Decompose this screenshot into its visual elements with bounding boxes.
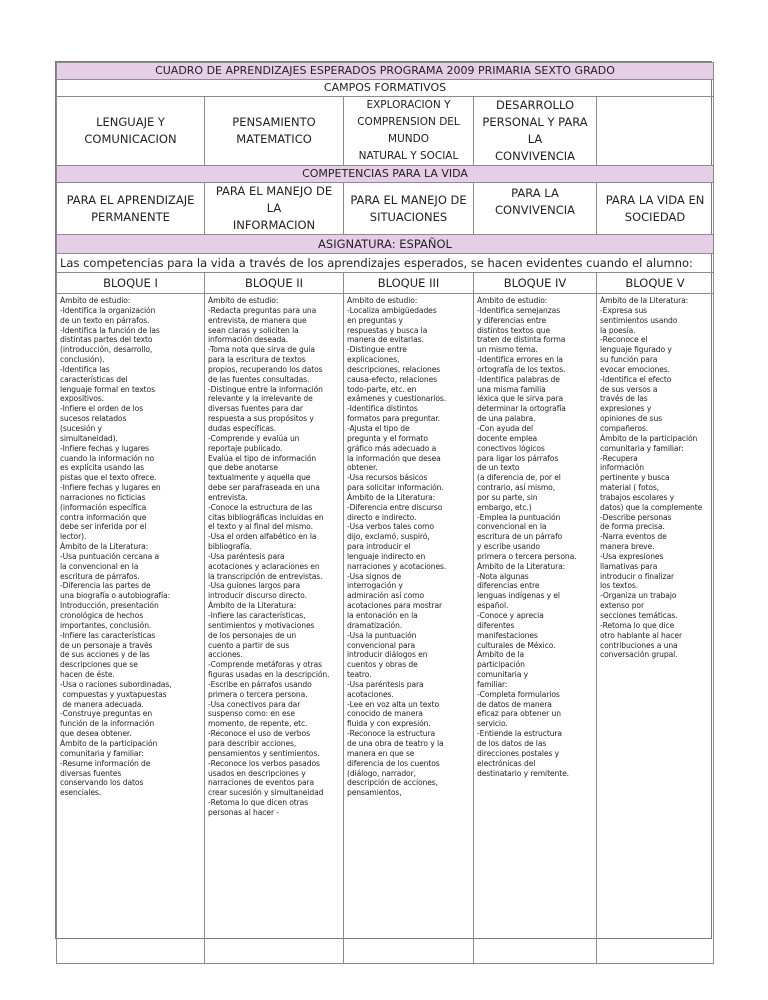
campos-formativos-heading: CAMPOS FORMATIVOS [57, 80, 714, 97]
competencia-sociedad [597, 183, 714, 235]
campo-pensamiento [205, 97, 344, 166]
competencia-label: PARA EL APRENDIZAJE PERMANENTE [66, 192, 195, 224]
competencia-situaciones [344, 183, 474, 235]
bloque-3-header: BLOQUE III [344, 273, 474, 294]
bloque-4-header: BLOQUE IV [474, 273, 597, 294]
bloque-5-content [597, 294, 714, 964]
campo-label: PENSAMIENTO MATEMATICO [232, 115, 316, 146]
bloque-text: Ámbito de estudio: -Localiza ambigüedades en preguntas y respuestas y busca la manera de evitarlas. -Distingue entre explicaciones, descripciones, relaciones causa-efecto, relaciones todo-parte, etc. en exámenes y cuestionarios. -Identifica distintos formatos para preguntar. -Ajusta el tipo de pregunta y el formato gráfico más adecuado a la información que desea obtener. -Usa recursos básicos para solicitar información. Ámbito de la Literatura: -Diferencia entre discurso directo e indirecto. -Usa verbos tales como dijo, exclamó, suspiró, para introducir el lenguaje indirecto en narraciones y acotaciones. -Usa signos de interrogación y admiración así como acotaciones para mostrar la entonación en la dramatización. -Usa la puntuación convencional para introducir diálogos en cuentos y obras de teatro. -Usa paréntesis para acotaciones. -Lee en voz alta un texto conocido de manera fluida y con expresión. -Reconoce la estructura de una obra de teatro y la manera en que se diferencia de los cuentos (diálogo, narrador, descripción de acciones, pensamientos, [347, 296, 447, 798]
competencia-label: PARA EL MANEJO DE SITUACIONES [350, 192, 467, 224]
competencia-label: PARA EL MANEJO DE LA INFORMACION [215, 184, 333, 232]
bloque-text: Ámbito de la Literatura: -Expresa sus sentimientos usando la poesía. -Reconoce el lenguaje figurado y su función para evocar emociones. -Identifica el efecto de sus versos a través de las expresiones y opiniones de sus compañeros. Ámbito de la participación comunitaria y familiar: -Recupera información pertinente y busca material ( fotos, trabajos escolares y datos) que la complemente -Describe personas de forma precisa. -Narra eventos de manera breve. -Usa expresiones llamativas para introducir o finalizar los textos. -Organiza un trabajo extenso por secciones temáticas. -Retoma lo que dice otro hablante al hacer contribuciones a una conversación grupal. [600, 296, 703, 660]
campo-exploracion [344, 97, 474, 166]
bloque-text: Ámbito de estudio: -Redacta preguntas para una entrevista, de manera que sean claras y soliciten la información deseada. -Toma nota que sirva de guía para la escritura de textos propios, recuperando los datos de las fuentes consultadas. -Distingue entre la información relevante y la irrelevante de diversas fuentes para dar respuesta a sus propósitos y dudas específicas. -Comprende y evalúa un reportaje publicado. Evalúa el tipo de información que debe anotarse textualmente y aquella que debe ser parafraseada en una entrevista. -Conoce la estructura de las citas bibliográficas incluidas en el texto y al final del mismo. -Usa el orden alfabético en la bibliografía. -Usa paréntesis para acotaciones y aclaraciones en la transcripción de entrevistas. -Usa guiones largos para introducir discurso directo. Ámbito de la Literatura: -Infiere las características, sentimientos y motivaciones de los personajes de un cuento a partir de sus acciones. -Comprende metáforas y otras figuras usadas en la descripción. -Escribe en párrafos usando primera o tercera persona. -Usa conectivos para dar suspenso como: en ese momento, de repente, etc. -Reconoce el uso de verbos para describir acciones, pensamientos y sentimientos. -Reconoce los verbos pasados usados en descripciones y narraciones de eventos para crear sucesión y simultaneidad -Retoma lo que dicen otras personas al hacer - [208, 296, 330, 817]
campo-desarrollo [474, 97, 597, 166]
bloque-5-header: BLOQUE V [597, 273, 714, 294]
campo-label: DESARROLLO PERSONAL Y PARA LA CONVIVENCIA [482, 98, 588, 163]
campo-label: EXPLORACION Y COMPRENSION DEL MUNDO NATURAL Y SOCIAL [357, 99, 460, 162]
bloque-1-header: BLOQUE I [57, 273, 205, 294]
learning-expectations-table [55, 61, 712, 939]
competencia-informacion [205, 183, 344, 235]
intro-sentence: Las competencias para la vida a través de los aprendizajes esperados, se hacen evidentes cuando el alumno: [57, 254, 714, 273]
asignatura-heading: ASIGNATURA: ESPAÑOL [57, 235, 714, 254]
competencias-heading: COMPETENCIAS PARA LA VIDA [57, 166, 714, 183]
bloque-4-content [474, 294, 597, 964]
campo-label: LENGUAJE Y COMUNICACION [84, 115, 177, 146]
bloque-text: Ámbito de estudio: -Identifica la organización de un texto en párrafos. -Identifica la función de las distintas partes del texto (introducción, desarrollo, conclusión). -Identifica las características del lenguaje formal en textos expositivos. -Infiere el orden de los sucesos relatados (sucesión y simultaneidad). -Infiere fechas y lugares cuando la información no es explícita usando las pistas que el texto ofrece. -Infiere fechas y lugares en narraciones no ficticias (información específica contra información que debe ser inferida por el lector). Ámbito de la Literatura: -Usa puntuación cercana a la convencional en la escritura de párrafos. -Diferencia las partes de una biografía o autobiografía: Introducción, presentación cronológica de hechos importantes, conclusión. -Infiere las características de un personaje a través de sus acciones y de las descripciones que se hacen de éste. -Usa o raciones subordinadas, compuestas y yuxtapuestas de manera adecuada. -Construye preguntas en función de la información que desea obtener. Ámbito de la participación comunitaria y familiar: -Resume información de diversas fuentes conservando los datos esenciales. [60, 296, 172, 798]
bloque-3-content [344, 294, 474, 964]
campo-empty [597, 97, 714, 166]
bloque-text: Ámbito de estudio: -Identifica semejanzas y diferencias entre distintos textos que traten de distinta forma un mismo tema. -Identifica errores en la ortografía de los textos. -Identifica palabras de una misma familia léxica que le sirva para determinar la ortografía de una palabra. -Con ayuda del docente emplea conectivos lógicos para ligar los párrafos de un texto (a diferencia de, por el contrario, así mismo, por su parte, sin embargo, etc.) -Emplea la puntuación convencional en la escritura de un párrafo y escribe usando primera o tercera persona. Ámbito de la Literatura: -Nota algunas diferencias entre lenguas indígenas y el español. -Conoce y aprecia diferentes manifestaciones culturales de México. Ámbito de la participación comunitaria y familiar: -Completa formularios de datos de manera eficaz para obtener un servicio. -Entiende la estructura de los datos de las direcciones postales y electrónicas del destinatario y remitente. [477, 296, 577, 778]
bloque-2-content [205, 294, 344, 964]
bloque-1-content [57, 294, 205, 964]
bloque-2-header: BLOQUE II [205, 273, 344, 294]
competencia-aprendizaje [57, 183, 205, 235]
competencia-label: PARA LA VIDA EN SOCIEDAD [605, 192, 705, 224]
campo-lenguaje [57, 97, 205, 166]
main-table [56, 62, 714, 964]
competencia-label: PARA LA CONVIVENCIA [495, 186, 575, 217]
document-title: CUADRO DE APRENDIZAJES ESPERADOS PROGRAMA 2009 PRIMARIA SEXTO GRADO [57, 63, 714, 80]
competencia-convivencia [474, 183, 597, 235]
